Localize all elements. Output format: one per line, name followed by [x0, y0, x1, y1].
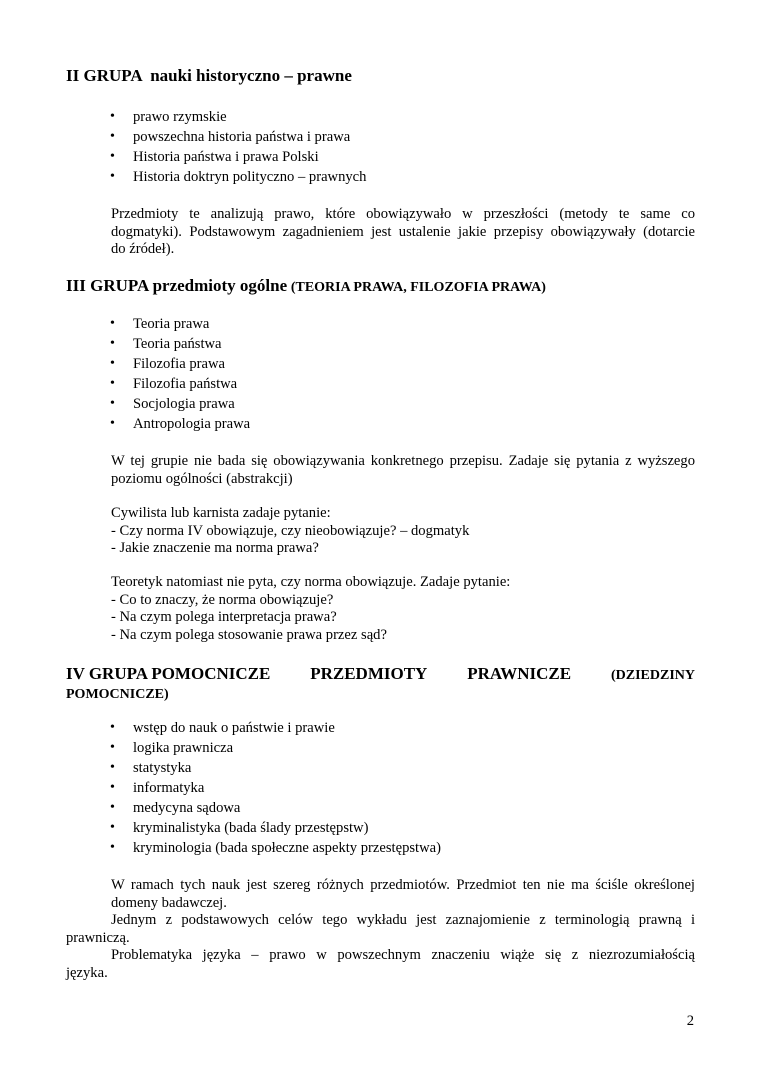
list-item: • Antropologia prawa — [66, 414, 250, 434]
list-item: • Socjologia prawa — [66, 394, 250, 414]
list-item: • informatyka — [66, 778, 441, 798]
section3-paragraph-2: Cywilista lub karnista zadaje pytanie: - Czy norma IV obowiązuje, czy nieobowiązuje? – dogmatyk - Jakie znaczenie ma norma prawa? — [111, 505, 470, 557]
list-item: • Filozofia państwa — [66, 374, 250, 394]
list-item: • statystyka — [66, 758, 441, 778]
section4-paragraph-2: Jednym z podstawowych celów tego wykładu jest zaznajomienie z terminologią prawną i prawniczą. — [66, 912, 695, 946]
section2-list — [66, 107, 366, 187]
section4-heading: IV GRUPA POMOCNICZE PRZEDMIOTY PRAWNICZE (DZIEDZINY POMOCNICZE) — [66, 664, 695, 702]
section2-heading: II GRUPA nauki historyczno – prawne — [66, 66, 352, 85]
list-item: • Teoria państwa — [66, 334, 250, 354]
list-item: • logika prawnicza — [66, 738, 441, 758]
list-item: • Historia doktryn polityczno – prawnych — [66, 167, 366, 187]
list-item: • prawo rzymskie — [66, 107, 366, 127]
section3-list — [66, 314, 250, 434]
list-item: • Filozofia prawa — [66, 354, 250, 374]
section3-heading: III GRUPA przedmioty ogólne (TEORIA PRAWA, FILOZOFIA PRAWA) — [66, 276, 546, 295]
list-item: • kryminologia (bada społeczne aspekty przestępstwa) — [66, 838, 441, 858]
section4-paragraph-1: W ramach tych nauk jest szereg różnych przedmiotów. Przedmiot ten nie ma ściśle określonej domeny badawczej. — [111, 877, 695, 911]
list-item: • medycyna sądowa — [66, 798, 441, 818]
section3-paragraph-3: Teoretyk natomiast nie pyta, czy norma obowiązuje. Zadaje pytanie: - Co to znaczy, że norma obowiązuje? - Na czym polega interpretacja prawa? - Na czym polega stosowanie prawa przez sąd? — [111, 574, 511, 643]
list-item: • wstęp do nauk o państwie i prawie — [66, 718, 441, 738]
document-page — [66, 0, 695, 1075]
list-item: • powszechna historia państwa i prawa — [66, 127, 366, 147]
list-item: • Historia państwa i prawa Polski — [66, 147, 366, 167]
section2-paragraph: Przedmioty te analizują prawo, które obowiązywało w przeszłości (metody te same co dogmatyki). Podstawowym zagadnieniem jest ustalenie jakie przepisy obowiązywały (dotarcie do źródeł). — [111, 206, 695, 258]
section4-paragraph-3: Problematyka języka – prawo w powszechnym znaczeniu wiąże się z niezrozumiałością języka. — [66, 947, 695, 981]
page-number: 2 — [686, 1013, 694, 1029]
section3-paragraph-1: W tej grupie nie bada się obowiązywania konkretnego przepisu. Zadaje się pytania z wyższego poziomu ogólności (abstrakcji) — [111, 453, 695, 487]
section4-list — [66, 718, 441, 858]
list-item: • kryminalistyka (bada ślady przestępstw) — [66, 818, 441, 838]
list-item: • Teoria prawa — [66, 314, 250, 334]
